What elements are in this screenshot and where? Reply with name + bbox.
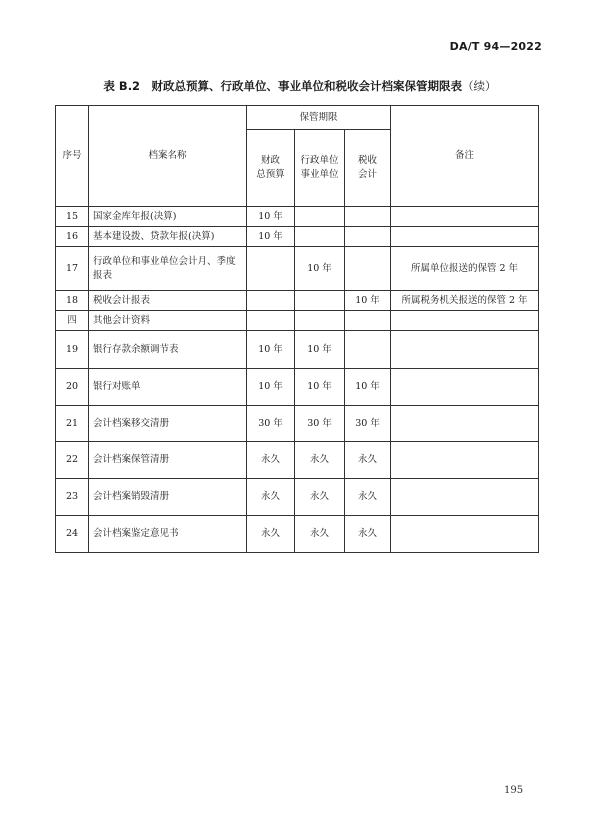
table-title-main: 表 B.2 财政总预算、行政单位、事业单位和税收会计档案保管期限表 xyxy=(103,79,463,93)
table-row xyxy=(56,291,539,311)
table-row xyxy=(56,247,539,291)
cell-seq: 23 xyxy=(56,479,89,516)
cell-note xyxy=(391,406,539,442)
header-admin-institution: 行政单位 事业单位 xyxy=(295,130,345,207)
cell-admin-institution xyxy=(295,291,345,311)
cell-note: 所属单位报送的保管 2 年 xyxy=(391,247,539,291)
cell-tax-accounting: 永久 xyxy=(345,442,391,479)
cell-note xyxy=(391,331,539,369)
cell-tax-accounting xyxy=(345,207,391,227)
cell-fiscal-budget: 10 年 xyxy=(247,369,295,406)
cell-name: 行政单位和事业单位会计月、季度报表 xyxy=(89,247,247,291)
table-title xyxy=(0,78,600,94)
cell-tax-accounting: 永久 xyxy=(345,516,391,553)
cell-tax-accounting xyxy=(345,331,391,369)
cell-fiscal-budget: 30 年 xyxy=(247,406,295,442)
cell-name: 会计档案销毁清册 xyxy=(89,479,247,516)
cell-admin-institution: 永久 xyxy=(295,479,345,516)
cell-fiscal-budget: 10 年 xyxy=(247,227,295,247)
cell-name: 银行对账单 xyxy=(89,369,247,406)
cell-note xyxy=(391,207,539,227)
table-row xyxy=(56,369,539,406)
cell-name: 国家金库年报(决算) xyxy=(89,207,247,227)
cell-name: 会计档案保管清册 xyxy=(89,442,247,479)
cell-seq: 24 xyxy=(56,516,89,553)
cell-tax-accounting xyxy=(345,247,391,291)
cell-seq: 20 xyxy=(56,369,89,406)
cell-note xyxy=(391,479,539,516)
cell-fiscal-budget: 永久 xyxy=(247,442,295,479)
cell-seq: 21 xyxy=(56,406,89,442)
cell-note xyxy=(391,442,539,479)
table-row xyxy=(56,331,539,369)
table-row xyxy=(56,479,539,516)
cell-seq: 19 xyxy=(56,331,89,369)
header-seq: 序号 xyxy=(56,106,89,207)
header-row-1 xyxy=(56,106,539,130)
cell-admin-institution: 永久 xyxy=(295,442,345,479)
cell-fiscal-budget xyxy=(247,247,295,291)
cell-seq: 四 xyxy=(56,311,89,331)
table-row xyxy=(56,207,539,227)
cell-seq: 17 xyxy=(56,247,89,291)
cell-fiscal-budget: 10 年 xyxy=(247,331,295,369)
cell-note xyxy=(391,369,539,406)
cell-admin-institution xyxy=(295,207,345,227)
cell-admin-institution: 10 年 xyxy=(295,331,345,369)
header-note: 备注 xyxy=(391,106,539,207)
cell-tax-accounting: 10 年 xyxy=(345,291,391,311)
header-fiscal-budget: 财政 总预算 xyxy=(247,130,295,207)
cell-seq: 16 xyxy=(56,227,89,247)
cell-seq: 22 xyxy=(56,442,89,479)
cell-fiscal-budget xyxy=(247,291,295,311)
cell-admin-institution: 30 年 xyxy=(295,406,345,442)
cell-tax-accounting: 30 年 xyxy=(345,406,391,442)
cell-tax-accounting xyxy=(345,311,391,331)
cell-seq: 18 xyxy=(56,291,89,311)
table-title-continued: （续） xyxy=(462,79,497,93)
cell-name: 会计档案移交清册 xyxy=(89,406,247,442)
cell-fiscal-budget xyxy=(247,311,295,331)
header-period-group: 保管期限 xyxy=(247,106,391,130)
table-row xyxy=(56,406,539,442)
header-tax-accounting: 税收 会计 xyxy=(345,130,391,207)
cell-note: 所属税务机关报送的保管 2 年 xyxy=(391,291,539,311)
cell-note xyxy=(391,516,539,553)
cell-name: 银行存款余额调节表 xyxy=(89,331,247,369)
table-row xyxy=(56,442,539,479)
page-number: 195 xyxy=(504,785,524,796)
cell-admin-institution: 永久 xyxy=(295,516,345,553)
table-row xyxy=(56,227,539,247)
cell-fiscal-budget: 永久 xyxy=(247,479,295,516)
cell-note xyxy=(391,311,539,331)
table-row xyxy=(56,516,539,553)
cell-tax-accounting: 10 年 xyxy=(345,369,391,406)
cell-fiscal-budget: 10 年 xyxy=(247,207,295,227)
cell-name: 其他会计资料 xyxy=(89,311,247,331)
cell-fiscal-budget: 永久 xyxy=(247,516,295,553)
cell-tax-accounting: 永久 xyxy=(345,479,391,516)
cell-seq: 15 xyxy=(56,207,89,227)
cell-name: 基本建设拨、贷款年报(决算) xyxy=(89,227,247,247)
cell-admin-institution xyxy=(295,311,345,331)
cell-name: 会计档案鉴定意见书 xyxy=(89,516,247,553)
cell-admin-institution: 10 年 xyxy=(295,247,345,291)
cell-note xyxy=(391,227,539,247)
retention-period-table xyxy=(55,105,539,553)
document-code: DA/T 94—2022 xyxy=(449,40,542,53)
cell-admin-institution xyxy=(295,227,345,247)
header-name: 档案名称 xyxy=(89,106,247,207)
cell-tax-accounting xyxy=(345,227,391,247)
cell-admin-institution: 10 年 xyxy=(295,369,345,406)
cell-name: 税收会计报表 xyxy=(89,291,247,311)
table-row xyxy=(56,311,539,331)
